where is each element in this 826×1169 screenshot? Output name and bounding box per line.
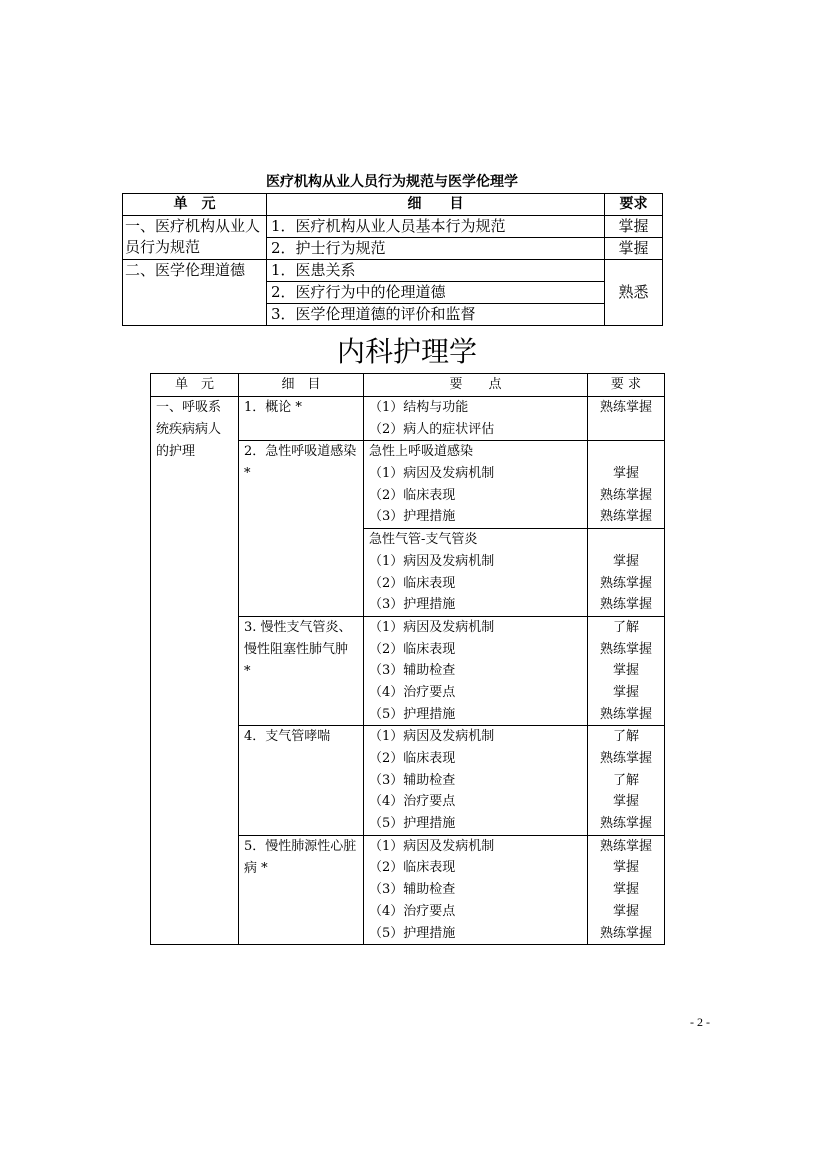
point-text: （5）护理措施: [369, 816, 456, 832]
item-label: 1．概论 *: [244, 400, 302, 415]
requirement-cell: [588, 616, 665, 725]
requirement-text: 了解: [612, 729, 639, 745]
table-header-row: [151, 374, 665, 397]
requirement-text: 掌握: [612, 663, 639, 679]
page-number: - 2 -: [690, 1015, 710, 1029]
item-cell: [239, 616, 364, 725]
unit-label: 一、呼吸系统疾病病人的护理: [156, 400, 222, 459]
point-text: （1）病因及发病机制: [369, 729, 495, 745]
requirement-text: 熟练掌握: [599, 575, 652, 591]
table-row: [123, 216, 663, 238]
requirement-text: 熟练掌握: [599, 925, 652, 941]
point-text: （2）临床表现: [369, 575, 456, 591]
item-cell: 1．医患关系: [267, 260, 605, 282]
point-text: （4）治疗要点: [369, 684, 456, 700]
table-header-row: [123, 194, 663, 216]
requirement-text: 熟练掌握: [599, 509, 652, 525]
item-label: 5．慢性肺源性心脏病 *: [244, 838, 357, 876]
group-heading: 急性气管-支气管炎: [369, 532, 478, 548]
point-text: （1）病因及发病机制: [369, 553, 495, 569]
point-text: （2）临床表现: [369, 641, 456, 657]
requirement-text: 熟练掌握: [599, 706, 652, 722]
point-text: （3）辅助检查: [369, 663, 456, 679]
table-row: [123, 260, 663, 282]
point-text: （3）护理措施: [369, 509, 456, 525]
item-cell: 1．医疗机构从业人员基本行为规范: [267, 216, 605, 238]
item-cell: 2．医疗行为中的伦理道德: [267, 282, 605, 304]
points-cell: [364, 616, 588, 725]
point-text: （4）治疗要点: [369, 794, 456, 810]
header-requirement: 要 求: [588, 374, 665, 397]
requirement-text: 掌握: [612, 882, 639, 898]
requirement-text: 掌握: [612, 684, 639, 700]
group-heading: 急性上呼吸道感染: [369, 444, 474, 460]
table-row: [151, 397, 665, 441]
requirement-cell: 熟悉: [605, 260, 663, 326]
requirement-spacer: [593, 441, 659, 463]
unit-cell: [151, 397, 239, 945]
point-text: （2）临床表现: [369, 751, 456, 766]
point-text: （1）病因及发病机制: [369, 466, 495, 482]
unit-cell: 一、医疗机构从业人员行为规范: [123, 216, 267, 260]
header-unit: 单 元: [151, 374, 239, 397]
requirement-cell: [588, 835, 665, 944]
requirement-text: 了解: [612, 619, 639, 635]
requirement-text: 熟练掌握: [599, 751, 652, 766]
requirement-text: 熟练掌握: [599, 816, 652, 832]
header-item: 细 目: [267, 194, 605, 216]
point-text: （5）护理措施: [369, 706, 456, 722]
requirement-cell: 掌握: [605, 238, 663, 260]
point-text: （3）护理措施: [369, 597, 456, 613]
item-cell: 3．医学伦理道德的评价和监督: [267, 304, 605, 326]
nursing-table: [150, 373, 665, 945]
header-unit: 单 元: [123, 194, 267, 216]
point-text: （1）病因及发病机制: [369, 838, 495, 854]
requirement-text: 掌握: [612, 903, 639, 919]
point-text: （2）临床表现: [369, 487, 456, 503]
section2-title: 内科护理学: [336, 335, 477, 368]
points-cell: [364, 529, 588, 617]
points-cell: [364, 397, 588, 441]
points-cell: [364, 441, 588, 529]
point-text: （5）护理措施: [369, 925, 456, 941]
requirement-cell: 掌握: [605, 216, 663, 238]
item-cell: [239, 441, 364, 617]
requirement-text: 熟练掌握: [599, 487, 652, 503]
points-cell: [364, 726, 588, 835]
item-label: 3. 慢性支气管炎、慢性阻塞性肺气肿 *: [244, 619, 352, 679]
item-label: 4．支气管哮喘: [244, 729, 331, 745]
section1-title: 医疗机构从业人员行为规范与医学伦理学: [266, 174, 518, 190]
ethics-table: [122, 193, 663, 326]
point-text: （1）病因及发病机制: [369, 619, 495, 635]
requirement-text: 了解: [612, 772, 639, 788]
unit-cell: 二、医学伦理道德: [123, 260, 267, 326]
requirement-cell: [588, 397, 665, 441]
requirement-text: 熟练掌握: [599, 400, 652, 415]
point-text: （3）辅助检查: [369, 882, 456, 898]
requirement-text: 掌握: [612, 466, 639, 482]
requirement-cell: [588, 441, 665, 529]
points-cell: [364, 835, 588, 944]
requirement-cell: [588, 529, 665, 617]
requirement-text: 掌握: [612, 794, 639, 810]
item-label: 2．急性呼吸道感染 *: [244, 444, 357, 482]
requirement-text: 熟练掌握: [599, 641, 652, 657]
requirement-cell: [588, 726, 665, 835]
point-text: （4）治疗要点: [369, 903, 456, 919]
item-cell: [239, 726, 364, 835]
header-points: 要 点: [364, 374, 588, 397]
header-requirement: 要求: [605, 194, 663, 216]
point-text: （1）结构与功能: [369, 400, 469, 415]
requirement-text: 掌握: [612, 860, 639, 876]
requirement-text: 熟练掌握: [599, 838, 652, 854]
point-text: （2）病人的症状评估: [369, 421, 495, 437]
requirement-text: 熟练掌握: [599, 597, 652, 613]
item-cell: 2．护士行为规范: [267, 238, 605, 260]
item-cell: [239, 835, 364, 944]
point-text: （3）辅助检查: [369, 772, 456, 788]
point-text: （2）临床表现: [369, 860, 456, 876]
item-cell: [239, 397, 364, 441]
header-item: 细 目: [239, 374, 364, 397]
requirement-text: 掌握: [612, 553, 639, 569]
requirement-spacer: [593, 529, 659, 551]
